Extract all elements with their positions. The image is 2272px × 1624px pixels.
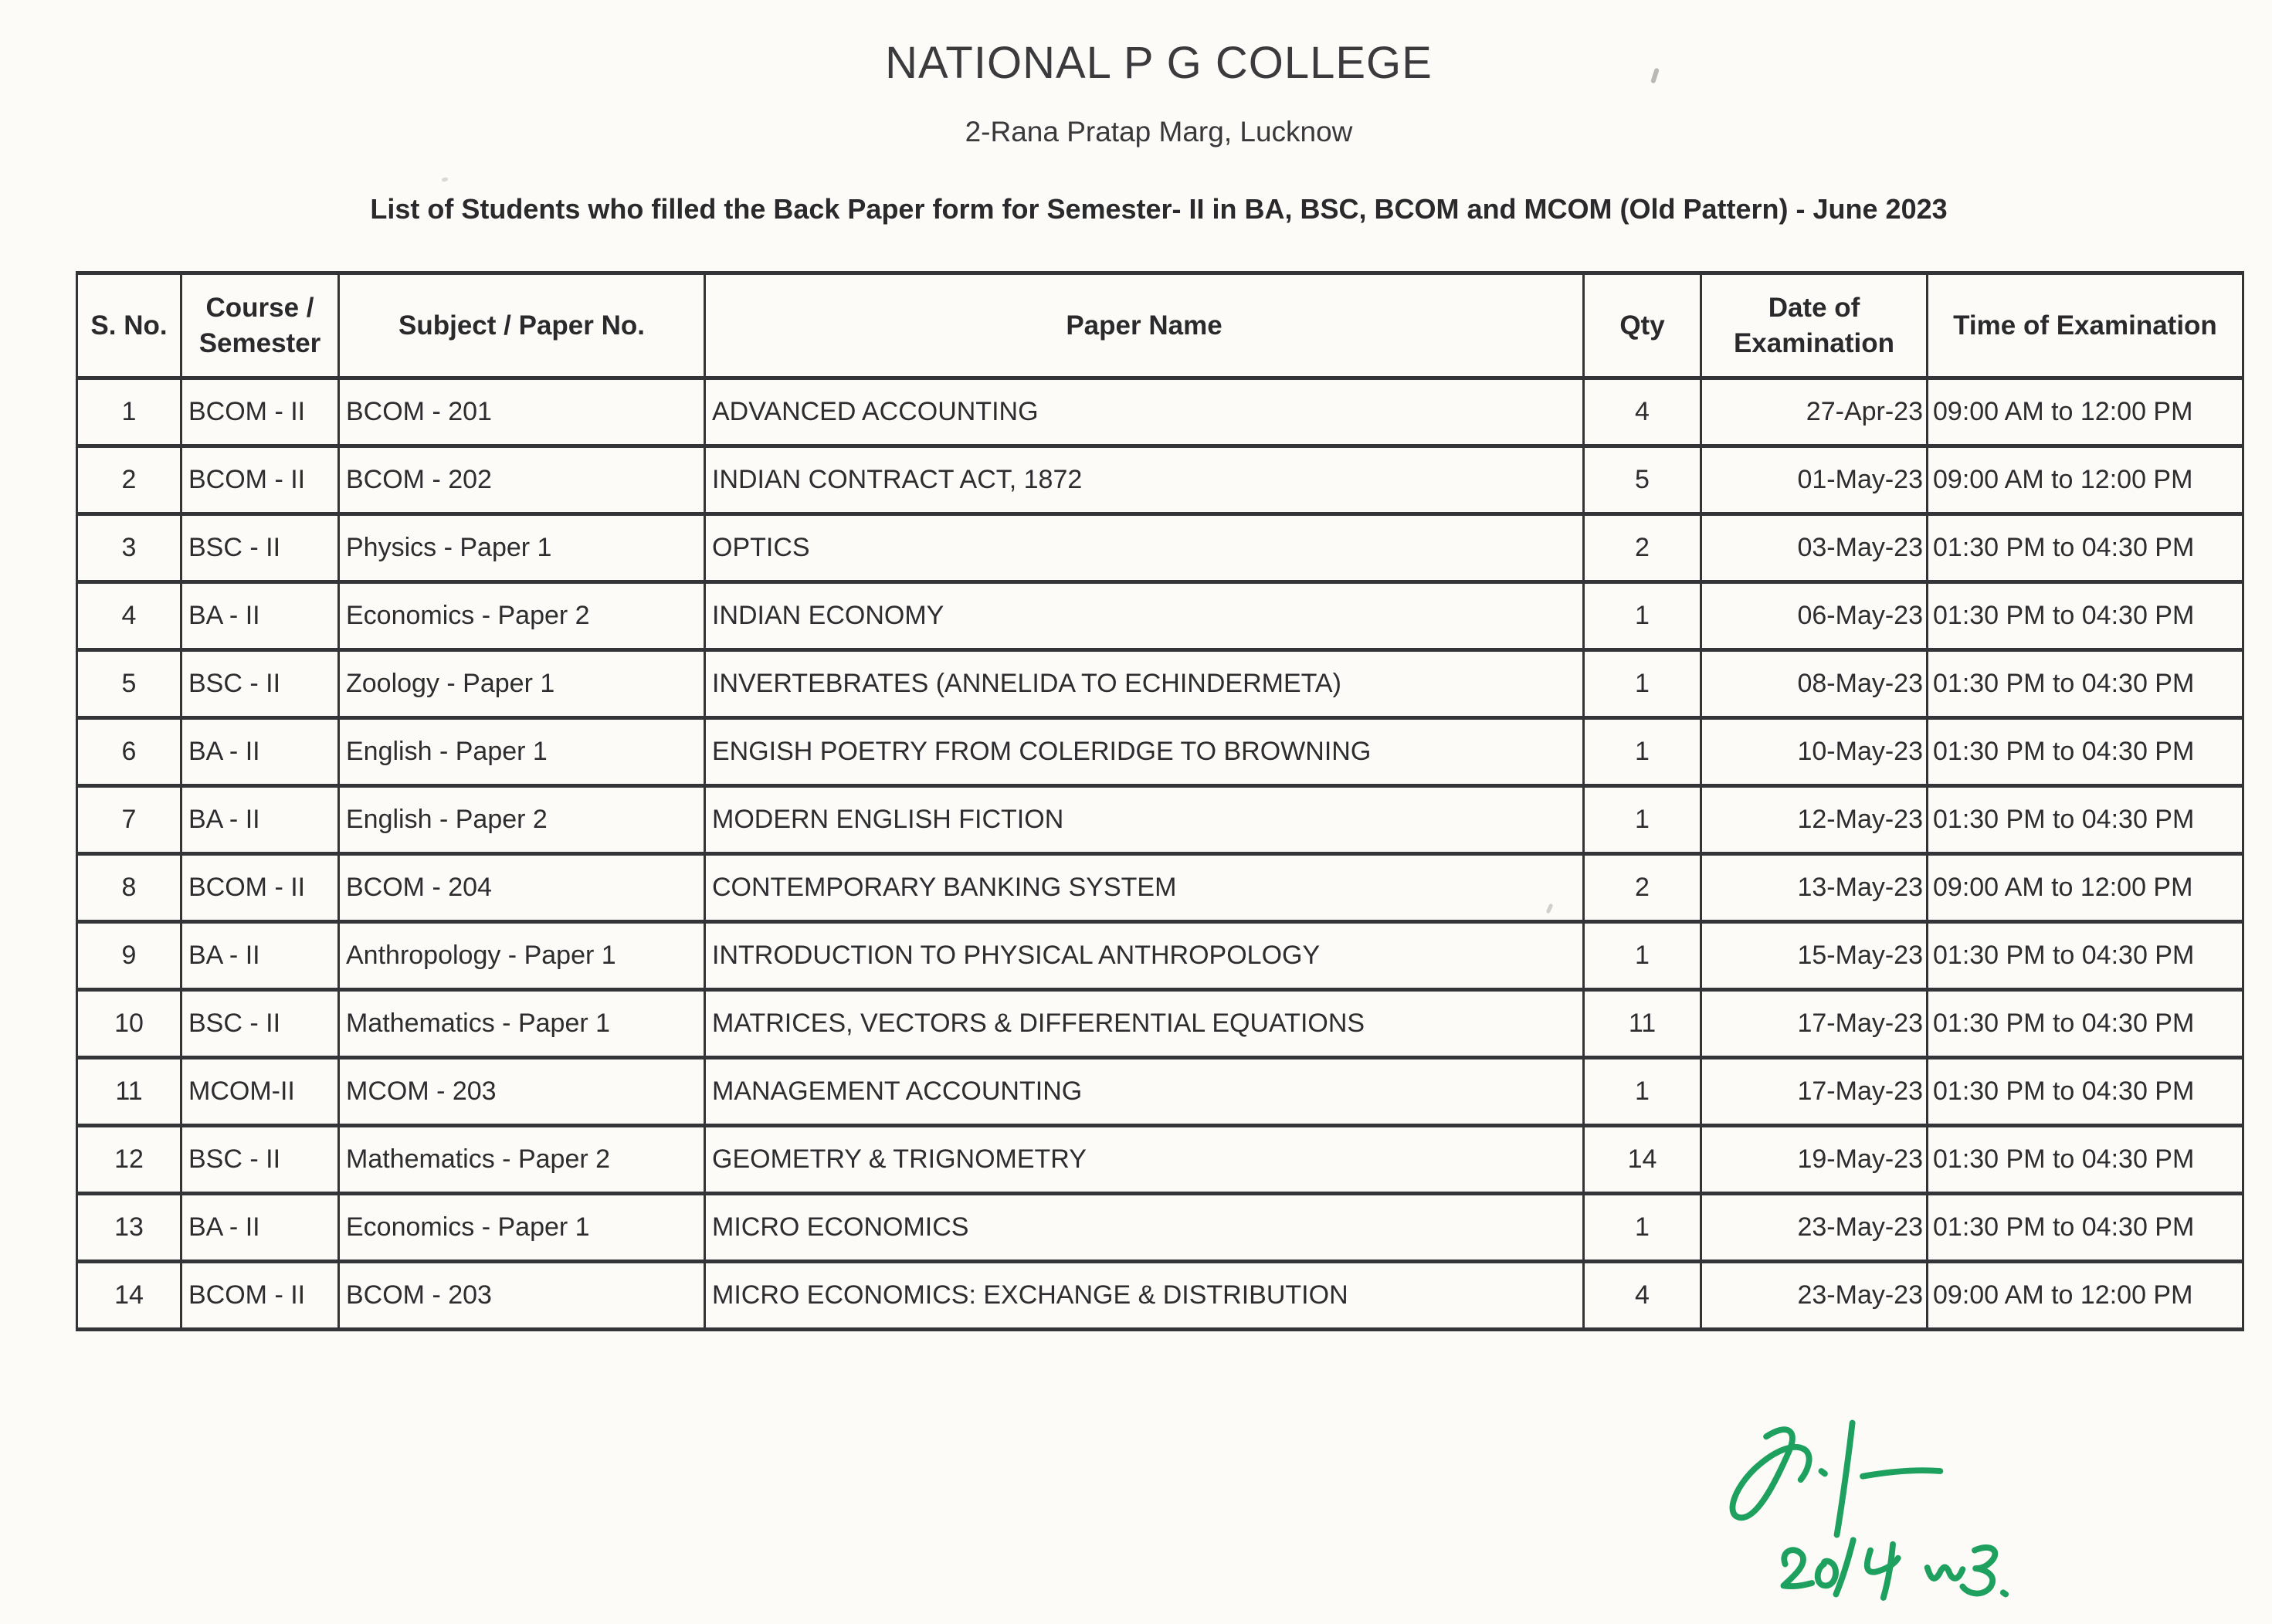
cell-s-no: 4 [77,582,181,650]
cell-subject-paper-no: BCOM - 204 [339,854,705,922]
table-row [77,1194,2243,1262]
cell-paper-name: MANAGEMENT ACCOUNTING [705,1058,1584,1126]
cell-course-semester: BCOM - II [181,446,339,514]
cell-date: 06-May-23 [1701,582,1928,650]
cell-subject-paper-no: Physics - Paper 1 [339,514,705,582]
cell-date: 27-Apr-23 [1701,378,1928,446]
cell-course-semester: BSC - II [181,1126,339,1194]
cell-paper-name: INDIAN CONTRACT ACT, 1872 [705,446,1584,514]
cell-s-no: 14 [77,1262,181,1330]
cell-time: 09:00 AM to 12:00 PM [1928,378,2243,446]
cell-date: 12-May-23 [1701,786,1928,854]
cell-s-no: 6 [77,718,181,786]
cell-paper-name: GEOMETRY & TRIGNOMETRY [705,1126,1584,1194]
cell-qty: 1 [1584,582,1701,650]
cell-subject-paper-no: Economics - Paper 2 [339,582,705,650]
cell-qty: 2 [1584,514,1701,582]
cell-date: 23-May-23 [1701,1194,1928,1262]
cell-paper-name: MODERN ENGLISH FICTION [705,786,1584,854]
cell-s-no: 5 [77,650,181,718]
back-paper-exam-table [76,271,2244,1331]
table-row [77,990,2243,1058]
cell-course-semester: BSC - II [181,650,339,718]
cell-time: 01:30 PM to 04:30 PM [1928,1058,2243,1126]
cell-course-semester: BA - II [181,718,339,786]
cell-subject-paper-no: Mathematics - Paper 2 [339,1126,705,1194]
cell-paper-name: CONTEMPORARY BANKING SYSTEM [705,854,1584,922]
cell-date: 23-May-23 [1701,1262,1928,1330]
cell-qty: 1 [1584,650,1701,718]
cell-subject-paper-no: MCOM - 203 [339,1058,705,1126]
cell-qty: 4 [1584,1262,1701,1330]
column-header-3: Subject / Paper No. [339,273,705,378]
table-row [77,1262,2243,1330]
cell-subject-paper-no: English - Paper 2 [339,786,705,854]
cell-qty: 1 [1584,1058,1701,1126]
cell-time: 01:30 PM to 04:30 PM [1928,582,2243,650]
cell-paper-name: OPTICS [705,514,1584,582]
cell-subject-paper-no: BCOM - 201 [339,378,705,446]
cell-time: 09:00 AM to 12:00 PM [1928,854,2243,922]
cell-qty: 11 [1584,990,1701,1058]
page-title: NATIONAL P G COLLEGE [885,38,1433,88]
cell-date: 10-May-23 [1701,718,1928,786]
column-header-6: Date of Examination [1701,273,1928,378]
signature-ink [1684,1419,2131,1612]
cell-course-semester: BA - II [181,786,339,854]
cell-paper-name: ENGISH POETRY FROM COLERIDGE TO BROWNING [705,718,1584,786]
cell-paper-name: INTRODUCTION TO PHYSICAL ANTHROPOLOGY [705,922,1584,990]
cell-s-no: 12 [77,1126,181,1194]
signature [1684,1419,2131,1612]
cell-course-semester: BA - II [181,922,339,990]
cell-course-semester: BCOM - II [181,378,339,446]
cell-paper-name: INVERTEBRATES (ANNELIDA TO ECHINDERMETA) [705,650,1584,718]
cell-subject-paper-no: English - Paper 1 [339,718,705,786]
cell-s-no: 7 [77,786,181,854]
column-header-2: Course / Semester [181,273,339,378]
list-title: List of Students who filled the Back Paper form for Semester- II in BA, BSC, BCOM and MCOM (Old Pattern) - June 2023 [370,193,1948,225]
table-row [77,1126,2243,1194]
cell-time: 01:30 PM to 04:30 PM [1928,650,2243,718]
cell-subject-paper-no: BCOM - 203 [339,1262,705,1330]
cell-date: 03-May-23 [1701,514,1928,582]
table-row [77,718,2243,786]
cell-course-semester: MCOM-II [181,1058,339,1126]
cell-s-no: 8 [77,854,181,922]
cell-paper-name: ADVANCED ACCOUNTING [705,378,1584,446]
column-header-5: Qty [1584,273,1701,378]
address-line: 2-Rana Pratap Marg, Lucknow [965,116,1353,147]
cell-qty: 4 [1584,378,1701,446]
cell-time: 01:30 PM to 04:30 PM [1928,514,2243,582]
cell-qty: 1 [1584,786,1701,854]
cell-qty: 1 [1584,718,1701,786]
cell-course-semester: BCOM - II [181,1262,339,1330]
cell-subject-paper-no: Mathematics - Paper 1 [339,990,705,1058]
table-row [77,446,2243,514]
column-header-4: Paper Name [705,273,1584,378]
cell-s-no: 11 [77,1058,181,1126]
cell-time: 01:30 PM to 04:30 PM [1928,990,2243,1058]
cell-date: 08-May-23 [1701,650,1928,718]
cell-qty: 2 [1584,854,1701,922]
cell-course-semester: BA - II [181,582,339,650]
cell-course-semester: BA - II [181,1194,339,1262]
cell-s-no: 1 [77,378,181,446]
cell-subject-paper-no: Anthropology - Paper 1 [339,922,705,990]
cell-paper-name: INDIAN ECONOMY [705,582,1584,650]
cell-time: 01:30 PM to 04:30 PM [1928,1126,2243,1194]
cell-date: 01-May-23 [1701,446,1928,514]
cell-subject-paper-no: BCOM - 202 [339,446,705,514]
cell-course-semester: BSC - II [181,514,339,582]
table-row [77,786,2243,854]
cell-date: 15-May-23 [1701,922,1928,990]
cell-time: 01:30 PM to 04:30 PM [1928,1194,2243,1262]
cell-time: 01:30 PM to 04:30 PM [1928,786,2243,854]
table-row [77,1058,2243,1126]
cell-course-semester: BCOM - II [181,854,339,922]
cell-date: 19-May-23 [1701,1126,1928,1194]
cell-qty: 1 [1584,1194,1701,1262]
cell-time: 09:00 AM to 12:00 PM [1928,1262,2243,1330]
cell-s-no: 2 [77,446,181,514]
table-row [77,650,2243,718]
table-row [77,582,2243,650]
column-header-7: Time of Examination [1928,273,2243,378]
table-row [77,922,2243,990]
scan-speck [442,177,449,182]
cell-paper-name: MATRICES, VECTORS & DIFFERENTIAL EQUATIONS [705,990,1584,1058]
cell-s-no: 10 [77,990,181,1058]
cell-s-no: 9 [77,922,181,990]
cell-qty: 14 [1584,1126,1701,1194]
cell-time: 09:00 AM to 12:00 PM [1928,446,2243,514]
cell-subject-paper-no: Economics - Paper 1 [339,1194,705,1262]
cell-qty: 5 [1584,446,1701,514]
table-row [77,514,2243,582]
cell-date: 17-May-23 [1701,990,1928,1058]
table-row [77,854,2243,922]
cell-course-semester: BSC - II [181,990,339,1058]
column-header-1: S. No. [77,273,181,378]
cell-date: 17-May-23 [1701,1058,1928,1126]
cell-time: 01:30 PM to 04:30 PM [1928,718,2243,786]
cell-s-no: 13 [77,1194,181,1262]
cell-qty: 1 [1584,922,1701,990]
cell-s-no: 3 [77,514,181,582]
cell-paper-name: MICRO ECONOMICS [705,1194,1584,1262]
cell-paper-name: MICRO ECONOMICS: EXCHANGE & DISTRIBUTION [705,1262,1584,1330]
cell-subject-paper-no: Zoology - Paper 1 [339,650,705,718]
table-row [77,378,2243,446]
table-header-row [77,273,2243,378]
cell-time: 01:30 PM to 04:30 PM [1928,922,2243,990]
cell-date: 13-May-23 [1701,854,1928,922]
